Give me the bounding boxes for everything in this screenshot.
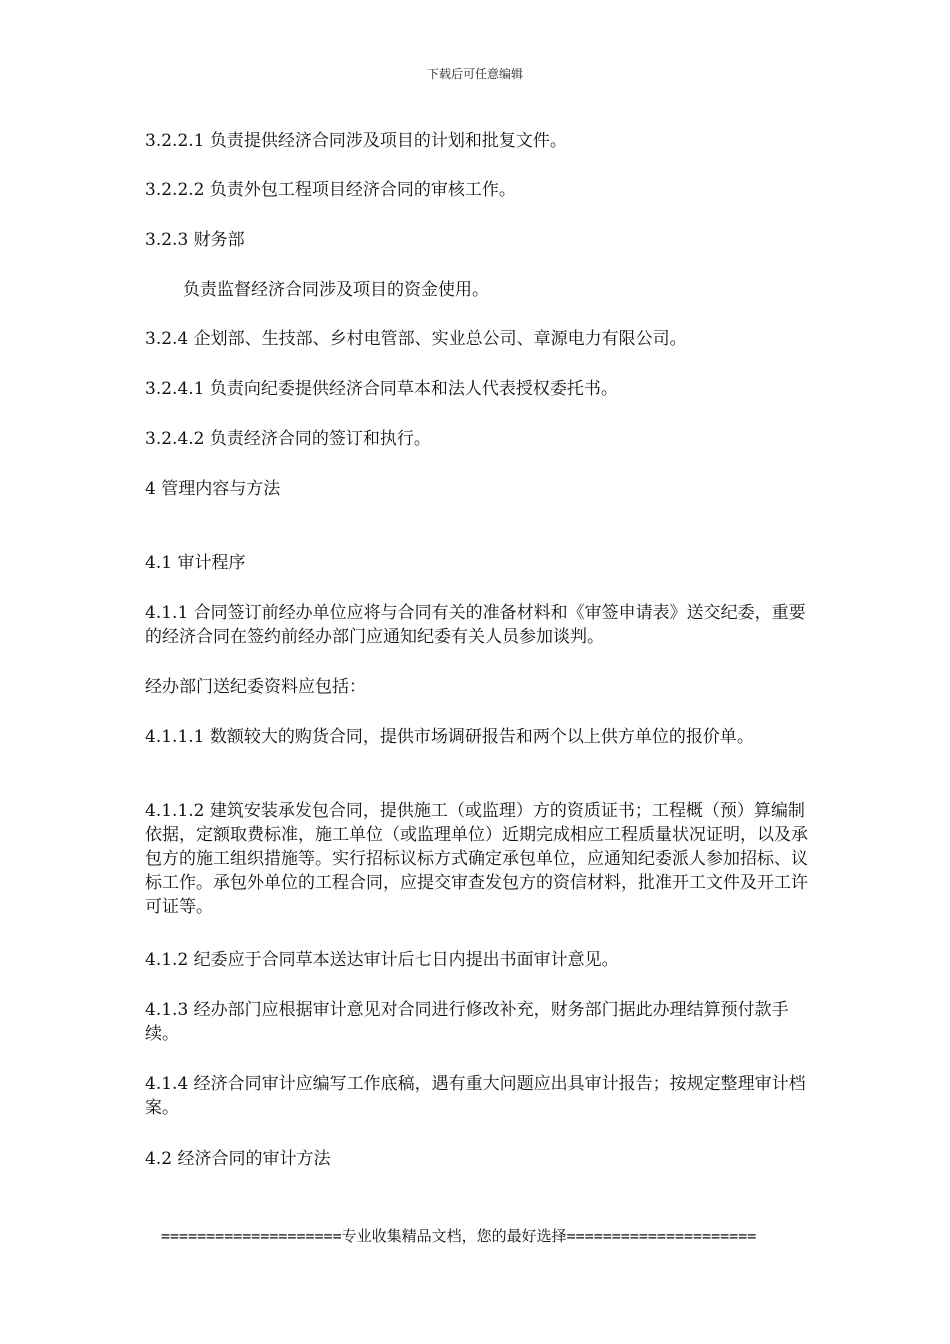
section-heading-4: 4 管理内容与方法 [145,479,281,499]
paragraph-3-2-4-1: 3.2.4.1 负责向纪委提供经济合同草本和法人代表授权委托书。 [145,379,618,399]
footer-text: ====================专业收集精品文档，您的最好选择===================== [161,1227,757,1245]
paragraph-4-1-4: 4.1.4 经济合同审计应编写工作底稿，遇有重大问题应出具审计报告；按规定整理审计档案。 [145,1074,806,1118]
paragraph-finance-duty: 负责监督经济合同涉及项目的资金使用。 [183,280,489,300]
paragraph-4-1-1-2: 4.1.1.2 建筑安装承发包合同，提供施工（或监理）方的资质证书；工程概（预）算编制依据，定额取费标准，施工单位（或监理单位）近期完成相应工程质量状况证明，以及承包方的施工组织措施等。实行招标议标方式确定承包单位，应通知纪委派人参加招标、议标工作。承包外单位的工程合同，应提交审查发包方的资信材料，批准开工文件及开工许可证等。 [145,801,808,917]
paragraph-3-2-2-2: 3.2.2.2 负责外包工程项目经济合同的审核工作。 [145,180,516,200]
heading-4-1: 4.1 审计程序 [145,553,246,573]
heading-3-2-4: 3.2.4 企划部、生技部、乡村电管部、实业总公司、章源电力有限公司。 [145,329,687,349]
paragraph-materials-intro: 经办部门送纪委资料应包括： [145,677,366,697]
paragraph-4-1-1: 4.1.1 合同签订前经办单位应将与合同有关的准备材料和《审签申请表》送交纪委，重要的经济合同在签约前经办部门应通知纪委有关人员参加谈判。 [145,603,806,647]
paragraph-4-1-3: 4.1.3 经办部门应根据审计意见对合同进行修改补充，财务部门据此办理结算预付款手续。 [145,1000,789,1044]
page-header: 下载后可任意编辑 [426,67,523,81]
paragraph-3-2-2-1: 3.2.2.1 负责提供经济合同涉及项目的计划和批复文件。 [145,131,567,151]
paragraph-3-2-4-2: 3.2.4.2 负责经济合同的签订和执行。 [145,429,431,449]
heading-4-2: 4.2 经济合同的审计方法 [145,1149,331,1169]
page-footer [145,1226,810,1246]
paragraph-4-1-2: 4.1.2 纪委应于合同草本送达审计后七日内提出书面审计意见。 [145,950,619,970]
paragraph-4-1-1-1: 4.1.1.1 数额较大的购货合同，提供市场调研报告和两个以上供方单位的报价单。 [145,727,754,747]
heading-3-2-3: 3.2.3 财务部 [145,230,245,250]
